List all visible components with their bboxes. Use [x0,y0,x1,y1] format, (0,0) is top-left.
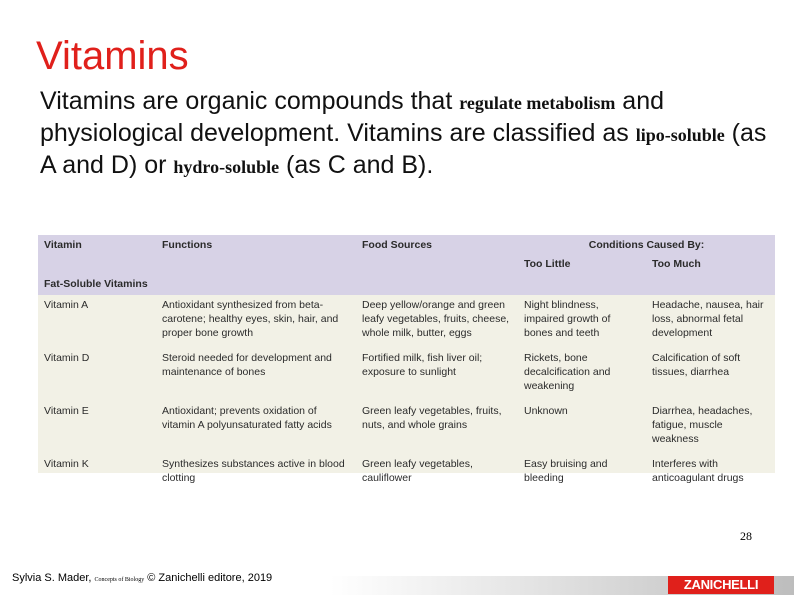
term-lipo-soluble: lipo-soluble [635,125,725,145]
table-row [38,454,775,493]
cell-too-much: Interferes with anticoagulant drugs [652,458,744,484]
cell-too-much: Headache, nausea, hair loss, abnormal fetal development [652,299,764,339]
cell-food: Green leafy vegetables, cauliflower [362,458,473,484]
cell-vitamin: Vitamin K [44,458,89,470]
intro-paragraph [40,86,780,182]
table-row [38,401,775,454]
header-food-sources: Food Sources [356,235,518,255]
cell-too-little: Rickets, bone decalcification and weakening [524,352,611,392]
header-too-little: Too Little [518,255,646,274]
footer-author: Sylvia S. Mader, [12,572,95,584]
cell-too-much: Diarrhea, headaches, fatigue, muscle weakness [652,405,753,445]
footer-publisher: © Zanichelli editore, 2019 [144,572,273,584]
intro-text-4: (as C and B). [279,151,434,179]
vitamins-table [38,235,775,493]
cell-too-little: Easy bruising and bleeding [524,458,608,484]
term-hydro-soluble: hydro-soluble [173,157,280,177]
intro-text-1: Vitamins are organic compounds that [40,87,460,115]
cell-vitamin: Vitamin A [44,299,89,311]
cell-functions: Antioxidant; prevents oxidation of vitamin A polyunsaturated fatty acids [162,405,332,431]
intro-text-3: (as A and D) or [40,119,767,179]
page-number: 28 [740,529,752,543]
cell-too-much: Calcification of soft tissues, diarrhea [652,352,741,378]
table-row [38,295,775,348]
footer-book-title: Concepts of Biology [94,577,145,583]
cell-vitamin: Vitamin D [44,352,90,364]
cell-food: Fortified milk, fish liver oil; exposure to sunlight [362,352,483,378]
header-vitamin: Vitamin [38,235,156,255]
cell-too-little: Unknown [524,405,568,417]
table-row [38,348,775,401]
cell-food: Deep yellow/orange and green leafy vegetables, fruits, cheese, whole milk, butter, eggs [362,299,510,339]
cell-too-little: Night blindness, impaired growth of bones and teeth [524,299,611,339]
slide-title: Vitamins [36,34,189,78]
section-fat-soluble: Fat-Soluble Vitamins [38,274,775,295]
cell-functions: Steroid needed for development and maintenance of bones [162,352,332,378]
cell-functions: Antioxidant synthesized from beta-carotene; healthy eyes, skin, hair, and proper bone growth [162,299,339,339]
zanichelli-logo: ZANICHELLI [668,576,774,594]
table-header-row [38,235,775,255]
cell-functions: Synthesizes substances active in blood clotting [162,458,345,484]
header-too-much: Too Much [646,255,775,274]
cell-vitamin: Vitamin E [44,405,89,417]
vitamins-table-image [38,235,775,484]
cell-food: Green leafy vegetables, fruits, nuts, and whole grains [362,405,502,431]
header-conditions: Conditions Caused By: [518,235,775,255]
footer-credit [12,572,272,584]
term-regulate-metabolism: regulate metabolism [459,93,616,113]
intro-text-2: and physiological development. Vitamins are classified as [40,87,665,147]
table-section-row [38,274,775,295]
table-subheader-row [38,255,775,274]
header-functions: Functions [156,235,356,255]
